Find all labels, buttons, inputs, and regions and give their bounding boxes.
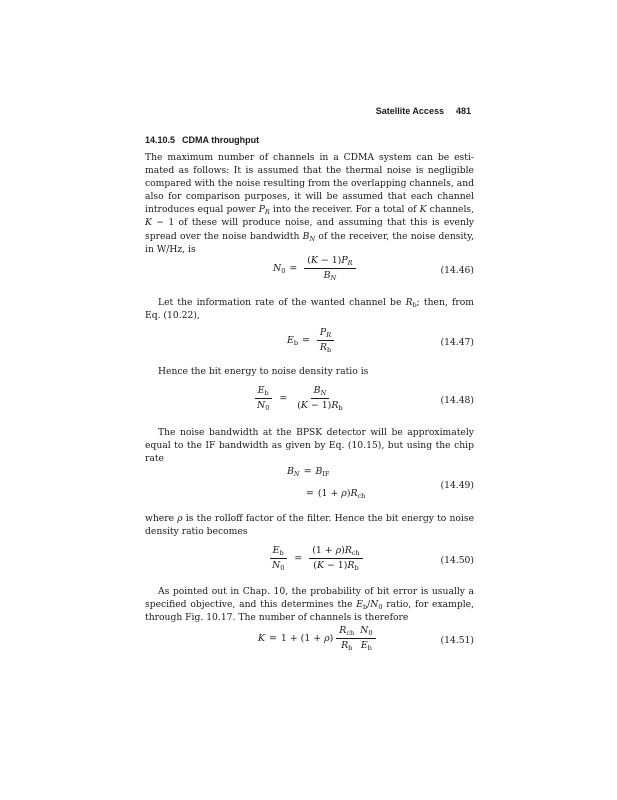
equation-14-46: $N_0$ = $\frac{(K - 1)P_R}{B_N}$ (14.46) (273, 255, 474, 282)
text-line: Hence the bit energy to noise density ratio is (158, 366, 369, 377)
text-line: K − 1 of these will produce noise, and assuming that this is evenly (145, 217, 474, 229)
text-line: Let the information rate of the wanted channel be $R_b$; then, from (158, 297, 475, 309)
running-head (376, 106, 471, 116)
paragraph (145, 296, 474, 322)
equation-14-51: K = 1 + (1 + ρ) $\frac{R_{ch}}{R_b}$ $\frac{N_0}{E_b}$ (14.51) (258, 625, 474, 652)
text-line: density ratio becomes (145, 526, 248, 538)
paragraph (145, 365, 474, 378)
equation-14-47: $E_b$ = $\frac{P_R}{R_b}$ (14.47) (287, 327, 474, 354)
text-line: rate (145, 453, 164, 465)
text-line: compared with the noise resulting from the overlapping channels, and (145, 178, 474, 190)
page-number: 481 (455, 106, 471, 116)
text-line: through Fig. 10.17. The number of channels is therefore (145, 612, 409, 624)
section-heading (145, 135, 259, 145)
equation-number: (14.49) (440, 480, 474, 491)
equation-14-49: $B_N$ = $B_{IF}$ = $(1 + \rho)R_{ch}$ (14.49) (287, 466, 474, 500)
equation-number: (14.47) (440, 337, 474, 348)
equation-number: (14.51) (440, 635, 474, 646)
section-number: 14.10.5 (145, 135, 176, 145)
paragraph-intro (145, 151, 474, 256)
equation-14-50: $\frac{E_b}{N_0}$ = $\frac{(1 + \rho)R_{ch}}{(K - 1)R_b}$ (14.50) (145, 545, 474, 579)
equation-number: (14.46) (440, 265, 474, 276)
text-line: As pointed out in Chap. 10, the probability of bit error is usually a (158, 586, 474, 597)
text-line: The noise bandwidth at the BPSK detector will be approximately (158, 427, 474, 438)
paragraph (145, 585, 474, 624)
equation-number: (14.48) (440, 395, 474, 406)
text-line: mated as follows: It is assumed that the thermal noise is negligible (145, 165, 474, 177)
equation-14-48: $\frac{E_b}{N_0}$ = $\frac{B_N}{(K - 1)R_b}$ (14.48) (145, 385, 474, 419)
paragraph (145, 426, 474, 465)
text-line: spread over the noise bandwidth $B_N$ of the receiver, the noise density, (145, 230, 474, 243)
text-line: in W/Hz, is (145, 243, 196, 255)
equation-number: (14.50) (440, 555, 474, 566)
text-line: Eq. (10.22), (145, 310, 200, 322)
paragraph (145, 512, 474, 538)
text-line: The maximum number of channels in a CDMA system can be esti- (145, 152, 474, 163)
text-line: introduces equal power $P_R$ into the receiver. For a total of K channels, (145, 204, 475, 217)
text-line: where ρ is the rolloff factor of the filter. Hence the bit energy to noise (145, 513, 475, 524)
text-line: equal to the IF bandwidth as given by Eq. (10.15), but using the chip (145, 440, 474, 452)
section-title: CDMA throughput (182, 135, 260, 145)
text-line: specified objective, and this determines the $E_b/N_0$ ratio, for example, (145, 599, 475, 612)
running-title: Satellite Access (375, 106, 444, 116)
text-line: also for comparison purposes, it will be assumed that each channel (145, 191, 474, 203)
